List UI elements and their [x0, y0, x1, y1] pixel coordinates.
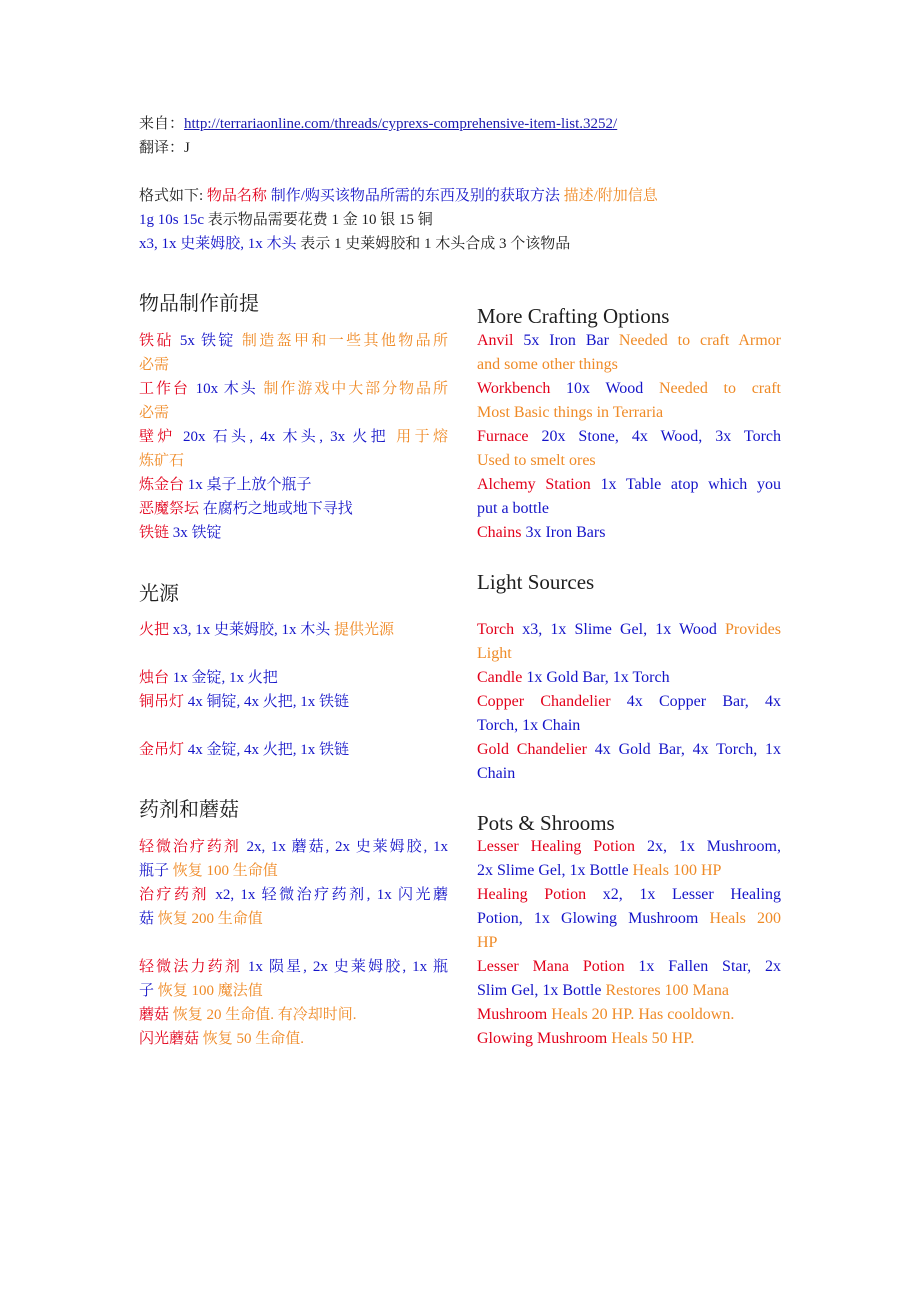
text-name: Glowing Mushroom: [477, 1030, 608, 1047]
text-recipe: 子: [139, 983, 155, 999]
text-line: [139, 473, 448, 497]
section-heading-potions: Pots & Shrooms: [477, 811, 615, 835]
text-line: [477, 521, 781, 545]
item-entry: [139, 329, 448, 377]
text-recipe: 在腐朽之地或地下寻找: [199, 501, 353, 517]
text-name: 闪光蘑菇: [139, 1031, 200, 1047]
text-name: 铜吊灯: [139, 694, 185, 710]
text-info: Restores 100 Mana: [601, 982, 729, 999]
text-line: [477, 690, 781, 714]
text-line: [139, 859, 448, 883]
item-entry: [477, 883, 781, 955]
text-name: Gold Chandelier: [477, 741, 587, 758]
text-line: [477, 738, 781, 762]
text-recipe: 1x Table atop which you: [590, 476, 782, 493]
text-name: 烛台: [139, 670, 170, 686]
text-line: [139, 449, 448, 473]
text-line: [477, 449, 781, 473]
text-info: 炼矿石: [139, 453, 185, 469]
text-line: [477, 979, 781, 1003]
text-recipe: 2x Slime Gel, 1x Bottle: [477, 862, 629, 879]
text-line: [477, 835, 781, 859]
text-name: Lesser Mana Potion: [477, 958, 625, 975]
text-recipe: Chain: [477, 765, 516, 782]
text-name: Mushroom: [477, 1006, 548, 1023]
section-body-potions: [477, 835, 781, 1051]
text-name: 治疗药剂: [139, 887, 210, 903]
item-entry: [139, 690, 448, 714]
text-info: Needed to craft: [643, 380, 782, 397]
item-entry: [139, 835, 448, 883]
text-info: Most Basic things in Terraria: [477, 404, 664, 421]
item-entry: [139, 1027, 448, 1051]
text-line: [139, 184, 859, 208]
text-recipe: 1x Fallen Star, 2x: [624, 958, 781, 975]
text-name: 恶魔祭坛: [139, 501, 200, 517]
text-info: Needed to craft Armor: [608, 332, 781, 349]
document-header: [139, 112, 859, 256]
text-name: 金吊灯: [139, 742, 185, 758]
item-entry: [139, 377, 448, 425]
text-plain: 格式如下:: [139, 188, 207, 204]
text-line: [477, 1027, 781, 1051]
item-entry: [139, 1003, 448, 1027]
text-recipe: x2, 1x Lesser Healing: [586, 886, 782, 903]
text-plain: 翻译：J: [139, 140, 190, 156]
item-entry: [477, 473, 781, 521]
item-entry: [477, 1027, 781, 1051]
text-line: [477, 473, 781, 497]
text-name: Furnace: [477, 428, 529, 445]
text-name: Torch: [477, 621, 515, 638]
text-line: [139, 835, 448, 859]
text-recipe: 瓶子: [139, 863, 170, 879]
text-line: [477, 714, 781, 738]
text-name: 蘑菇: [139, 1007, 170, 1023]
text-line: [477, 666, 781, 690]
text-info: Heals 100 HP: [628, 862, 722, 879]
text-name: 工作台: [139, 381, 190, 397]
text-line: [477, 1003, 781, 1027]
text-recipe: 3x 铁锭: [169, 525, 222, 541]
text-name: 物品名称: [206, 188, 267, 204]
item-entry: [477, 1003, 781, 1027]
text-name: 铁链: [139, 525, 170, 541]
text-line: [139, 353, 448, 377]
text-info: Used to smelt ores: [477, 452, 596, 469]
text-recipe: 4x Copper Bar, 4x: [610, 693, 782, 710]
text-name: Alchemy Station: [477, 476, 591, 493]
section-heading-potions: 药剂和蘑菇: [139, 799, 239, 821]
text-recipe: 10x 木头: [189, 381, 258, 397]
text-recipe: 10x Wood: [550, 380, 644, 397]
text-line: [477, 497, 781, 521]
text-recipe: Slim Gel, 1x Bottle: [477, 982, 602, 999]
section-heading-light: Light Sources: [477, 570, 595, 594]
text-info: 恢复 50 生命值.: [199, 1031, 305, 1047]
text-plain: 表示物品需要花费 1 金 10 银 15 铜: [204, 212, 433, 228]
text-recipe: x3, 1x Slime Gel, 1x Wood: [514, 621, 717, 638]
text-line: [477, 618, 781, 642]
text-line: [477, 425, 781, 449]
text-recipe: put a bottle: [477, 500, 549, 517]
text-name: Chains: [477, 524, 522, 541]
text-recipe: 4x 金锭, 4x 火把, 1x 铁链: [184, 742, 350, 758]
text-line: [477, 955, 781, 979]
text-recipe: 菇: [139, 911, 155, 927]
text-info: 恢复 100 生命值: [169, 863, 278, 879]
item-entry: [477, 377, 781, 425]
text-name: Copper Chandelier: [477, 693, 611, 710]
text-line: [139, 883, 448, 907]
section-heading-crafting: More Crafting Options: [477, 304, 670, 328]
text-name: 炼金台: [139, 477, 185, 493]
section-heading-light: 光源: [139, 583, 179, 605]
text-info: 制造盔甲和一些其他物品所: [235, 333, 448, 349]
text-name: 壁炉: [139, 429, 176, 445]
text-recipe: 5x 铁锭: [173, 333, 236, 349]
item-entry: [139, 738, 448, 762]
item-entry: [139, 425, 448, 473]
text-recipe: 2x, 1x 蘑菇, 2x 史莱姆胶, 1x: [240, 839, 448, 855]
text-line: [477, 329, 781, 353]
text-recipe: x3, 1x 史莱姆胶, 1x 木头: [139, 236, 297, 252]
text-line: [139, 738, 448, 762]
text-info: Heals 20 HP. Has cooldown.: [547, 1006, 735, 1023]
item-entry: [139, 473, 448, 497]
text-name: 火把: [139, 622, 170, 638]
text-recipe: Torch, 1x Chain: [477, 717, 581, 734]
text-recipe: 2x, 1x Mushroom,: [635, 838, 781, 855]
text-recipe: 1x 金锭, 1x 火把: [169, 670, 278, 686]
text-line: [139, 112, 859, 136]
text-info: and some other things: [477, 356, 618, 373]
text-info: 制作游戏中大部分物品所: [257, 381, 448, 397]
text-info: Heals 50 HP.: [607, 1030, 695, 1047]
text-recipe: x2, 1x 轻微治疗药剂, 1x 闪光蘑: [209, 887, 448, 903]
text-recipe: 4x Gold Bar, 4x Torch, 1x: [587, 741, 781, 758]
text-plain: 表示 1 史莱姆胶和 1 木头合成 3 个该物品: [296, 236, 571, 252]
text-info: 描述/附加信息: [559, 188, 658, 204]
text-line: [139, 401, 448, 425]
text-line: [139, 329, 448, 353]
item-entry: [477, 835, 781, 883]
text-line: [477, 907, 781, 931]
text-recipe: 1x 陨星, 2x 史莱姆胶, 1x 瓶: [242, 959, 448, 975]
text-recipe: 1g 10s 15c: [139, 212, 204, 228]
section-heading-crafting: 物品制作前提: [139, 293, 259, 315]
text-recipe: 20x Stone, 4x Wood, 3x Torch: [528, 428, 781, 445]
text-line: [139, 690, 448, 714]
text-line: [477, 883, 781, 907]
text-line: [477, 642, 781, 666]
item-entry: [139, 955, 448, 1003]
text-recipe: 3x Iron Bars: [521, 524, 606, 541]
item-entry: [139, 666, 448, 690]
item-entry: [477, 738, 781, 786]
item-entry: [477, 425, 781, 473]
item-entry: [477, 955, 781, 1003]
text-line: [139, 208, 859, 232]
text-name: Healing Potion: [477, 886, 587, 903]
item-entry: [477, 666, 781, 690]
item-entry: [477, 521, 781, 545]
text-line: [139, 979, 448, 1003]
text-info: Provides: [716, 621, 782, 638]
text-info: 恢复 100 魔法值: [154, 983, 263, 999]
text-name: 轻微法力药剂: [139, 959, 242, 975]
text-recipe: 1x Gold Bar, 1x Torch: [522, 669, 670, 686]
text-recipe: Potion, 1x Glowing Mushroom: [477, 910, 699, 927]
text-line: [139, 377, 448, 401]
text-info: 必需: [139, 357, 170, 373]
item-entry: [477, 690, 781, 738]
text-info: 恢复 200 生命值: [154, 911, 263, 927]
item-entry: [139, 497, 448, 521]
text-recipe: x3, 1x 史莱姆胶, 1x 木头: [169, 622, 331, 638]
text-recipe: 4x 铜锭, 4x 火把, 1x 铁链: [184, 694, 350, 710]
item-entry: [477, 618, 781, 666]
text-line: [477, 859, 781, 883]
text-line: [139, 232, 859, 256]
text-line: [139, 907, 448, 931]
text-recipe: 20x 石头, 4x 木头, 3x 火把: [175, 429, 390, 445]
text-line: [477, 401, 781, 425]
item-entry: [139, 618, 448, 642]
text-line: [139, 955, 448, 979]
text-info: Heals 200: [698, 910, 781, 927]
text-name: Anvil: [477, 332, 514, 349]
text-line: [139, 136, 859, 160]
text-info: 必需: [139, 405, 170, 421]
section-body-light: [139, 618, 448, 762]
item-entry: [139, 883, 448, 931]
item-entry: [139, 521, 448, 545]
text-line: [139, 521, 448, 545]
section-body-crafting: [139, 329, 448, 545]
section-body-crafting: [477, 329, 781, 545]
text-recipe: 1x 桌子上放个瓶子: [184, 477, 312, 493]
text-name: Workbench: [477, 380, 551, 397]
text-name: Lesser Healing Potion: [477, 838, 636, 855]
text-line: [139, 666, 448, 690]
section-body-potions: [139, 835, 448, 1051]
text-info: 用于熔: [389, 429, 448, 445]
text-plain: 来自：: [139, 116, 185, 132]
text-line: [139, 618, 448, 642]
text-line: [477, 931, 781, 955]
text-recipe: 制作/购买该物品所需的东西及别的获取方法: [266, 188, 560, 204]
text-info: 提供光源: [330, 622, 395, 638]
source-link[interactable]: http://terrariaonline.com/threads/cyprexs-comprehensive-item-list.3252/: [184, 116, 618, 132]
text-line: [477, 353, 781, 377]
text-name: 铁砧: [139, 333, 174, 349]
text-name: 轻微治疗药剂: [139, 839, 241, 855]
text-info: Light: [477, 645, 512, 662]
text-line: [139, 497, 448, 521]
text-line: [139, 1027, 448, 1051]
section-body-light: [477, 618, 781, 786]
text-info: HP: [477, 934, 498, 951]
text-line: [477, 762, 781, 786]
text-line: [139, 1003, 448, 1027]
text-line: [139, 425, 448, 449]
text-info: 恢复 20 生命值. 有冷却时间.: [169, 1007, 357, 1023]
item-entry: [477, 329, 781, 377]
text-recipe: 5x Iron Bar: [513, 332, 609, 349]
text-line: [477, 377, 781, 401]
text-name: Candle: [477, 669, 523, 686]
